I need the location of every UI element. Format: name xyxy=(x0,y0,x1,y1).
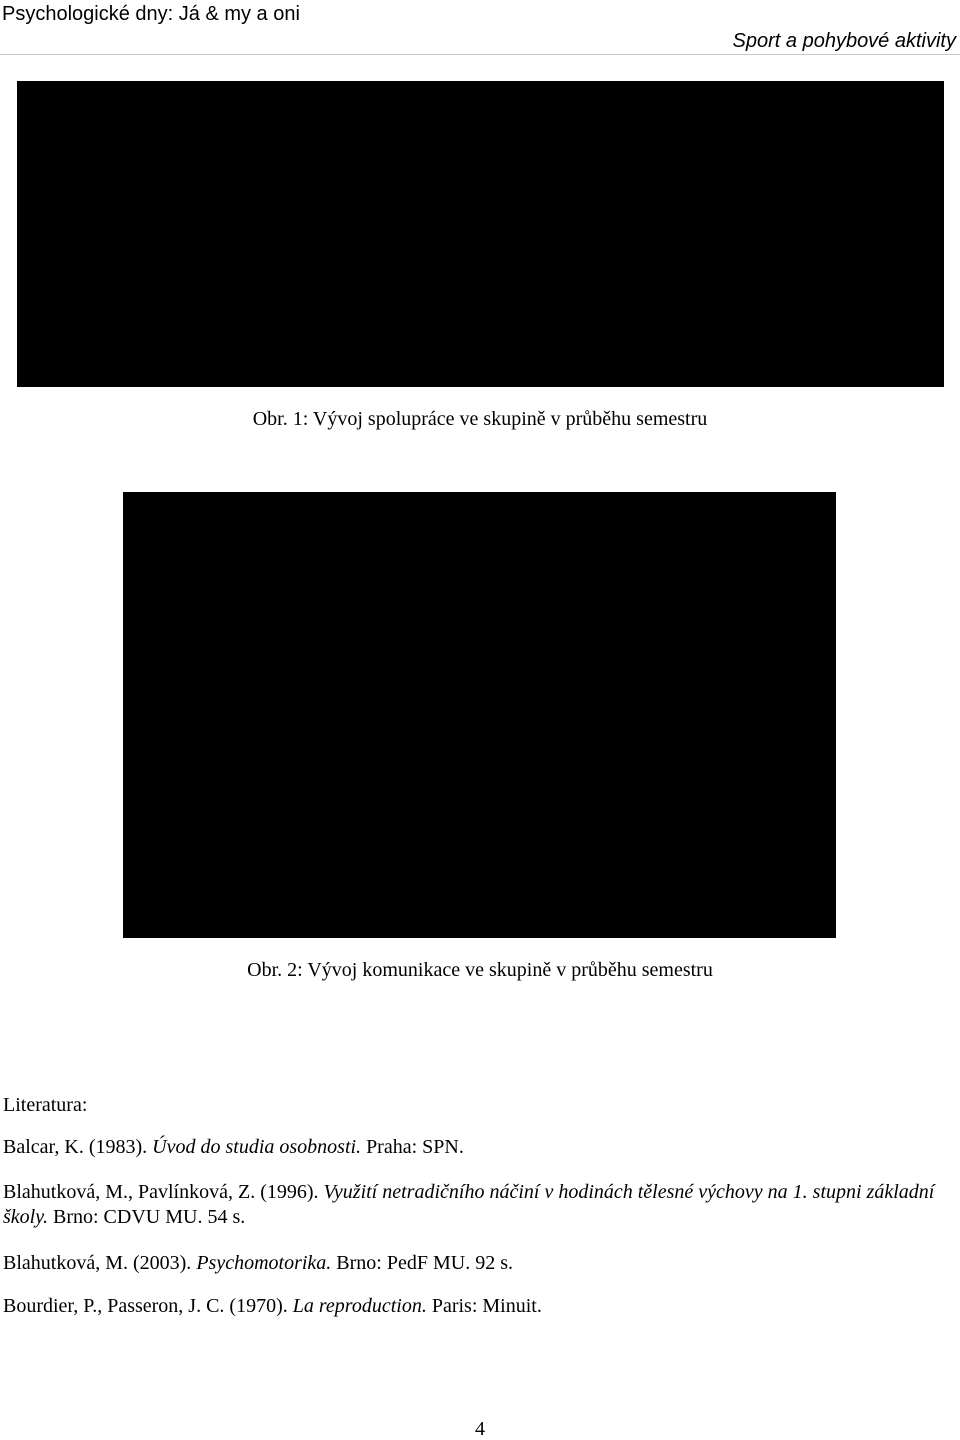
header-divider xyxy=(0,54,960,55)
figure-1-caption: Obr. 1: Vývoj spolupráce ve skupině v průběhu semestru xyxy=(252,408,708,430)
reference-authors: Bourdier, P., Passeron, J. C. (1970). xyxy=(3,1295,293,1317)
running-header-section: Sport a pohybové aktivity xyxy=(732,30,956,52)
reference-publisher: Brno: PedF MU. 92 s. xyxy=(331,1252,513,1274)
reference-authors: Blahutková, M., Pavlínková, Z. (1996). xyxy=(3,1181,324,1203)
figure-2-caption: Obr. 2: Vývoj komunikace ve skupině v průběhu semestru xyxy=(247,959,713,981)
running-header-title: Psychologické dny: Já & my a oni xyxy=(2,3,300,25)
reference-title: Využití netradičního náčiní v hodinách tělesné výchovy na 1. stupni základní školy. xyxy=(3,1181,935,1228)
reference-publisher: Paris: Minuit. xyxy=(426,1295,542,1317)
reference-item xyxy=(3,1135,957,1159)
reference-item xyxy=(3,1251,957,1275)
reference-publisher: Brno: CDVU MU. 54 s. xyxy=(48,1206,246,1228)
reference-publisher: Praha: SPN. xyxy=(361,1136,464,1158)
reference-title: Psychomotorika. xyxy=(196,1252,332,1274)
reference-authors: Blahutková, M. (2003). xyxy=(3,1252,197,1274)
page-number: 4 xyxy=(475,1418,485,1440)
reference-title: Úvod do studia osobnosti. xyxy=(152,1136,362,1158)
reference-title: La reproduction. xyxy=(292,1295,427,1317)
reference-authors: Balcar, K. (1983). xyxy=(3,1136,153,1158)
reference-item xyxy=(3,1180,957,1230)
reference-item xyxy=(3,1294,957,1318)
literature-heading: Literatura: xyxy=(3,1094,88,1116)
figure-2-image xyxy=(123,492,836,938)
figure-1-image xyxy=(17,81,944,387)
